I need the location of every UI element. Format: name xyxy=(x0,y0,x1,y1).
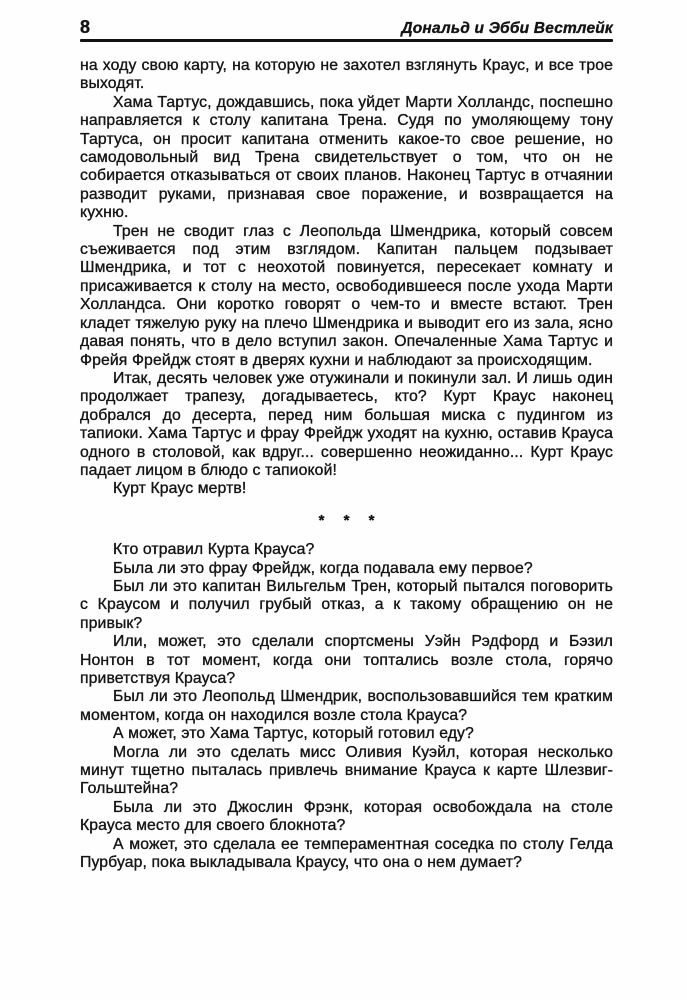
paragraph: Могла ли это сделать мисс Оливия Куэйл, которая несколько минут тщетно пыталась привлечь внимание Крауса к карте Шлезвиг-Гольштейна? xyxy=(80,743,613,798)
paragraph: Кто отравил Курта Крауса? xyxy=(113,541,315,559)
paragraph: Был ли это капитан Вильгельм Трен, который пытался поговорить с Краусом и получил грубый отказ, а к такому обращению он не привык? xyxy=(80,577,613,632)
paragraph: Курт Краус мертв! xyxy=(113,480,247,498)
paragraph: Трен не сводит глаз с Леопольда Шмендрика, который совсем съеживается под этим взглядом. Капитан пальцем подзывает Шмендрика, и тот с неохотой повинуется, пересекает комнату и присаживается к столу на место, освободившееся после ухода Марти Холландса. Они коротко говорят о чем-то и вместе встают. Трен кладет тяжелую руку на плечо Шмендрика и выводит его из зала, ясно давая понять, что в дело вступил закон. Опечаленные Хама Тартус и Фрейя Фрейдж стоят в дверях кухни и наблюдают за происходящим. xyxy=(80,222,613,369)
page-header xyxy=(80,18,613,36)
paragraph: А может, это Хама Тартус, который готовил еду? xyxy=(113,725,474,743)
scene-separator: * * * xyxy=(318,511,382,529)
questions-section xyxy=(80,541,613,872)
paragraph: Или, может, это сделали спортсмены Уэйн Рэдфорд и Бэзил Нонтон в тот момент, когда они топтались возле стола, горячо приветствуя Крауса? xyxy=(80,633,613,687)
paragraph: Хама Тартус, дождавшись, пока уйдет Марти Холландс, поспешно направляется к столу капитана Трена. Судя по умоляющему тону Тартуса, он просит капитана отменить какое-то свое решение, но самодовольный вид Трена свидетельствует о том, что он не собирается отказываться от своих планов. Наконец Тартус в отчаянии разводит руками, признавая свое поражение, и возвращается на кухню. xyxy=(80,93,613,222)
paragraph: А может, это сделала ее темпераментная соседка по столу Гелда Пурбуар, пока выкладывала Краусу, что она о нем думает? xyxy=(80,835,613,872)
page-number: 8 xyxy=(80,17,91,37)
header-rule xyxy=(80,39,613,42)
paragraph: Была ли это Джослин Фрэнк, которая освобождала на столе Крауса место для своего блокнота? xyxy=(80,798,613,835)
paragraph: Был ли это Леопольд Шмендрик, воспользовавшийся тем кратким моментом, когда он находился возле стола Крауса? xyxy=(80,688,613,724)
running-title: Дональд и Эбби Вестлейк xyxy=(401,19,613,37)
paragraph: Итак, десять человек уже отужинали и покинули зал. И лишь один продолжает трапезу, догадываетесь, кто? Курт Краус наконец добрался до десерта, перед ним большая миска с пудингом из тапиоки. Хама Тартус и фрау Фрейдж уходят на кухню, оставив Крауса одного в столовой, как вдруг... совершенно неожиданно... Курт Краус падает лицом в блюдо с тапиокой! xyxy=(80,369,613,479)
paragraph: Была ли это фрау Фрейдж, когда подавала ему первое? xyxy=(113,559,533,577)
paragraph: на ходу свою карту, на которую не захотел взглянуть Краус, и все трое выходят. xyxy=(80,57,613,93)
story-section xyxy=(80,57,613,499)
